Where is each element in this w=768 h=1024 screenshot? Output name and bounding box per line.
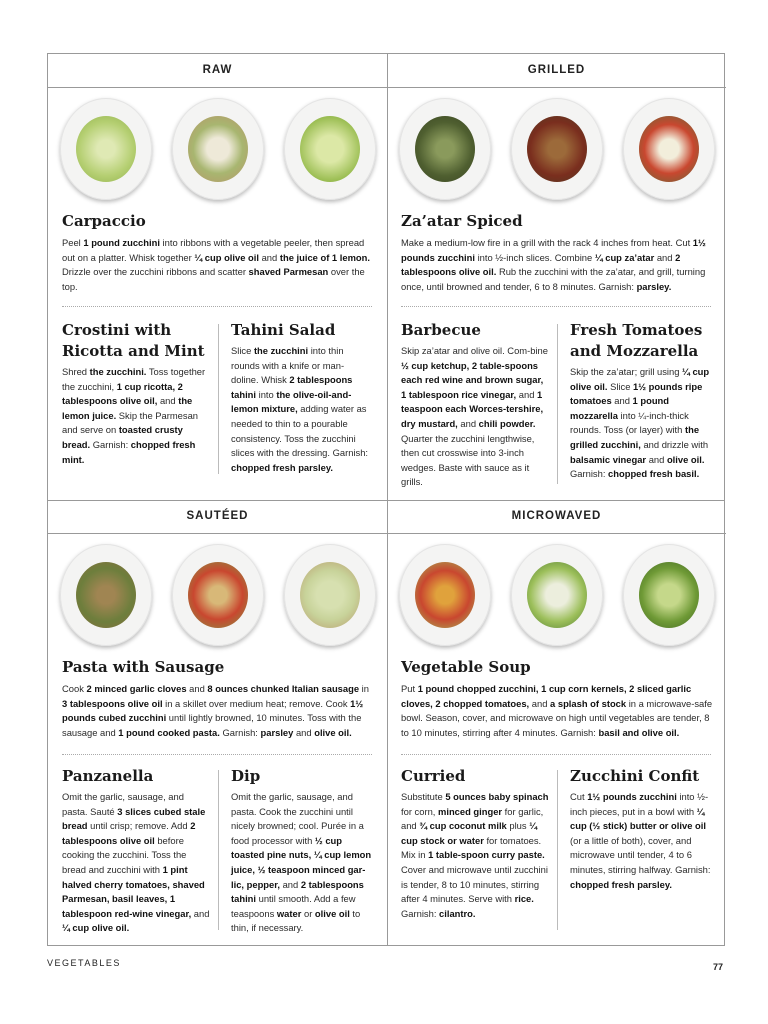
recipe-text-curried: Substitute 5 ounces baby spinach for corn, minced ginger for garlic, and ¾ cup coconut milk plus ¼ cup stock or water for tomatoes. Mix in 1 table-spoon curry paste. Cover and microwave until zucchini is tender, 8 to 10 minutes, stirring after 4 minutes. Serve with rice. Garnish: cilantro. (401, 791, 549, 919)
column-subdivider (557, 770, 558, 930)
recipe-grid (47, 53, 725, 946)
recipe-title-confit: Zucchini Confit (570, 767, 700, 785)
photos-grilled (387, 98, 726, 206)
photo-barbecue (511, 98, 603, 200)
recipe-text-tomatoes: Skip the za’atar; grill using ¼ cup olive oil. Slice 1½ pounds ripe tomatoes and 1 pound mozzarella into ¼-inch-thick rounds. Toss (or layer) with the grilled zucchini, and drizzle with balsamic vinegar and olive oil. Garnish: chopped fresh basil. (570, 366, 710, 480)
photos-raw (48, 98, 387, 206)
dotted-divider (401, 306, 711, 307)
recipe-title-zaatar: Za’atar Spiced (401, 212, 523, 230)
recipe-title-tahini: Tahini Salad (231, 321, 336, 339)
recipe-text-soup: Put 1 pound chopped zucchini, 1 cup corn kernels, 2 sliced garlic cloves, 2 chopped tomatoes, and a splash of stock in a microwave-safe bowl. Season, cover, and microwave on high until vegetables are tender, 8 to 10 minutes, stirring after 4 minutes. Garnish: basil and olive oil. (401, 683, 713, 738)
photos-sauteed (48, 544, 387, 652)
section-header-microwaved: MICROWAVED (387, 500, 726, 534)
column-subdivider (218, 324, 219, 474)
section-sauteed (48, 500, 387, 946)
photos-microwaved (387, 544, 726, 652)
dotted-divider (401, 754, 711, 755)
column-subdivider (218, 770, 219, 930)
recipe-title-barbecue: Barbecue (401, 321, 481, 339)
section-microwaved (387, 500, 726, 946)
recipe-text-barbecue: Skip za’atar and olive oil. Com-bine ½ cup ketchup, 2 table-spoons each red wine and brown sugar, 1 tablespoon rice vinegar, and 1 teaspoon each Worces-tershire, dry mustard, and chili powder. Quarter the zucchini lengthwise, then cut crosswise into 3-inch wedges. Baste with sauce as it grills. (401, 345, 548, 488)
recipe-text-dip: Omit the garlic, sausage, and pasta. Cook the zucchini until nicely browned; cool. Purée in a food processor with ½ cup toasted pine nuts, ¼ cup lemon juice, ½ teaspoon minced gar-lic, pepper, and 2 tablespoons tahini until smooth. Add a few teaspoons water or olive oil to thin, if necessary. (231, 791, 372, 934)
photo-carpaccio (60, 98, 152, 200)
recipe-title-carpaccio: Carpaccio (62, 212, 146, 230)
footer-section-label: VEGETABLES (47, 958, 121, 968)
recipe-title-panzanella: Panzanella (62, 767, 154, 785)
dotted-divider (62, 754, 372, 755)
recipe-title-pasta: Pasta with Sausage (62, 658, 225, 676)
recipe-title-soup: Vegetable Soup (401, 658, 531, 676)
photo-zucchini-confit (623, 544, 715, 646)
photo-curried (511, 544, 603, 646)
recipe-title-curried: Curried (401, 767, 466, 785)
page-number: 77 (712, 962, 723, 972)
recipe-title-dip: Dip (231, 767, 261, 785)
recipe-text-panzanella: Omit the garlic, sausage, and pasta. Sauté 3 slices cubed stale bread until crisp; remove. Add 2 tablespoons olive oil before cooking the zucchini. Toss the bread and zucchini with 1 pint halved cherry tomatoes, shaved Parmesan, basil leaves, 1 tablespoon red-wine vinegar, and ¼ cup olive oil. (62, 791, 210, 934)
section-header-raw: RAW (48, 54, 387, 88)
photo-pasta-sausage (60, 544, 152, 646)
recipe-text-confit: Cut 1½ pounds zucchini into ½-inch pieces, put in a bowl with ¼ cup (½ stick) butter or olive oil (or a little of both), cover, and microwave until tender, 4 to 6 minutes, stirring halfway. Garnish: chopped fresh parsley. (570, 791, 711, 890)
photo-crostini (172, 98, 264, 200)
photo-tomatoes-mozzarella (623, 98, 715, 200)
recipe-title-tomatoes: Fresh Tomatoes and Mozzarella (570, 321, 703, 360)
photo-vegetable-soup (399, 544, 491, 646)
section-header-sauteed: SAUTÉED (48, 500, 387, 534)
section-header-grilled: GRILLED (387, 54, 726, 88)
photo-panzanella (172, 544, 264, 646)
recipe-text-crostini: Shred the zucchini. Toss together the zucchini, 1 cup ricotta, 2 tablespoons olive oil, and the lemon juice. Skip the Parmesan and serve on toasted crusty bread. Garnish: chopped fresh mint. (62, 366, 206, 465)
recipe-text-pasta: Cook 2 minced garlic cloves and 8 ounces chunked Italian sausage in 3 tablespoons olive oil in a skillet over medium heat; remove. Cook 1½ pounds cubed zucchini until lightly browned, 10 minutes. Toss with the sausage and 1 pound cooked pasta. Garnish: parsley and olive oil. (62, 683, 369, 738)
recipe-text-tahini: Slice the zucchini into thin rounds with a knife or man-doline. Whisk 2 tablespoons tahini into the olive-oil-and-lemon mixture, adding water as needed to thin to a pourable consistency. Toss the zucchini slices with the dressing. Garnish: chopped fresh parsley. (231, 345, 369, 473)
column-subdivider (557, 324, 558, 484)
section-raw (48, 54, 387, 500)
recipe-title-crostini: Crostini with Ricotta and Mint (62, 321, 205, 360)
photo-dip (284, 544, 376, 646)
dotted-divider (62, 306, 372, 307)
section-grilled (387, 54, 726, 500)
recipe-text-carpaccio: Peel 1 pound zucchini into ribbons with a vegetable peeler, then spread out on a platter. Whisk together ¼ cup olive oil and the juice of 1 lemon. Drizzle over the zucchini ribbons and scatter shaved Parmesan over the top. (62, 237, 370, 292)
photo-zaatar (399, 98, 491, 200)
photo-tahini-salad (284, 98, 376, 200)
recipe-text-zaatar: Make a medium-low fire in a grill with the rack 4 inches from heat. Cut 1½ pounds zucchini into ½-inch slices. Combine ¼ cup za’atar and 2 tablespoons olive oil. Rub the zucchini with the za’atar, and grill, turning once, until browned and tender, 6 to 8 minutes. Garnish: parsley. (401, 237, 706, 292)
